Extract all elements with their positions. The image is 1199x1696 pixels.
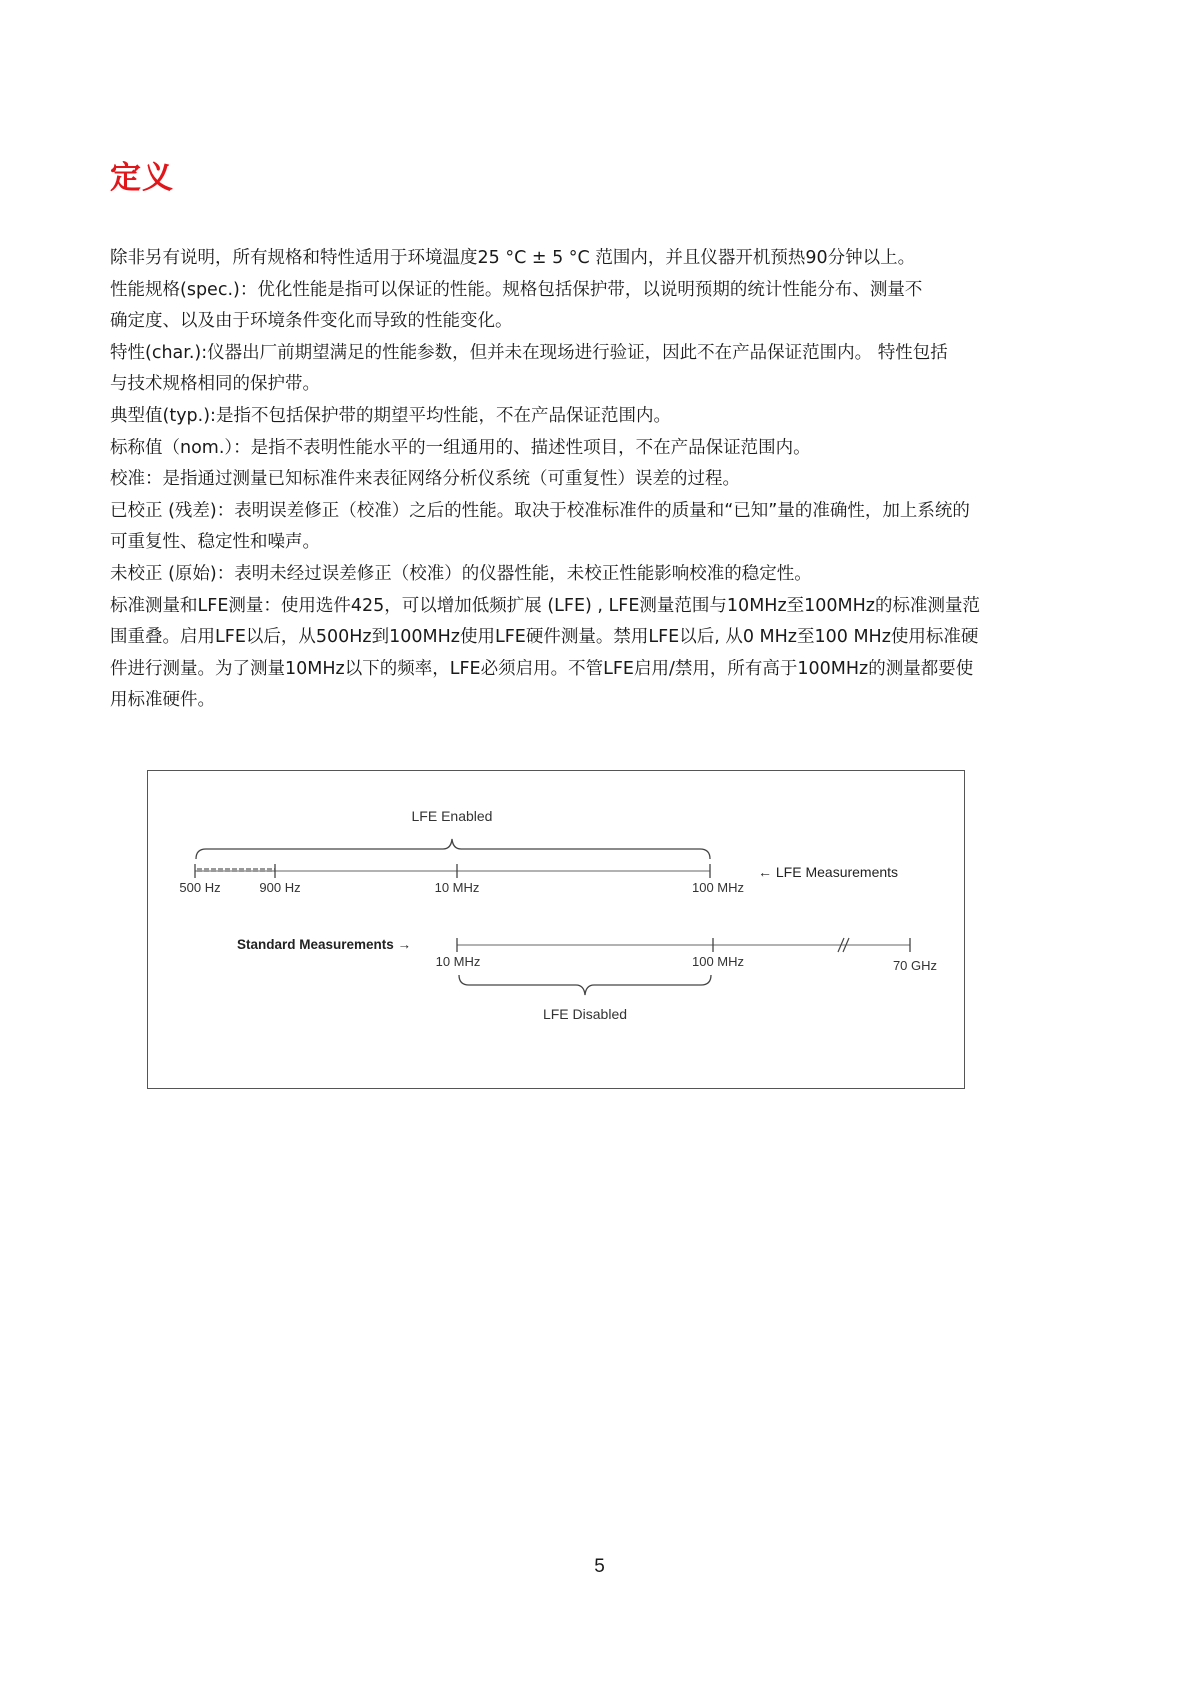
page-title: 定义 xyxy=(110,160,174,196)
lfe-tick-label: 100 MHz xyxy=(691,880,745,895)
standard-tick-label: 100 MHz xyxy=(691,954,745,969)
lfe-enabled-brace xyxy=(196,839,710,859)
paragraph-line: 特性(char.):仪器出厂前期望满足的性能参数，但并未在现场进行验证，因此不在产品保证范围内。 特性包括 xyxy=(110,342,948,363)
paragraph-line: 已校正 (残差)：表明误差修正（校准）之后的性能。取决于校准标准件的质量和“已知”量的准确性，加上系统的 xyxy=(110,500,970,521)
definitions-text xyxy=(110,243,1110,717)
paragraph-line: 性能规格(spec.)：优化性能是指可以保证的性能。规格包括保护带，以说明预期的统计性能分布、测量不 xyxy=(110,279,923,300)
paragraph-line: 典型值(typ.):是指不包括保护带的期望平均性能，不在产品保证范围内。 xyxy=(110,405,671,426)
lfe-measurements-label: ← LFE Measurements xyxy=(758,864,899,880)
paragraph-line: 校准：是指通过测量已知标准件来表征网络分析仪系统（可重复性）误差的过程。 xyxy=(110,469,740,490)
paragraph-line: 围重叠。启用LFE以后，从500Hz到100MHz使用LFE硬件测量。禁用LFE以后, 从0 MHz至100 MHz使用标准硬 xyxy=(110,627,979,648)
standard-tick-label: 10 MHz xyxy=(435,954,481,969)
paragraph-line: 用标准硬件。 xyxy=(110,690,215,711)
page-number: 5 xyxy=(594,1556,605,1577)
paragraph-line: 标准测量和LFE测量：使用选件425，可以增加低频扩展 (LFE) , LFE测量范围与10MHz至100MHz的标准测量范 xyxy=(110,595,980,616)
frequency-range-diagram xyxy=(147,770,965,1089)
lfe-tick-label: 900 Hz xyxy=(259,880,301,895)
paragraph-line: 可重复性、稳定性和噪声。 xyxy=(110,532,320,553)
standard-measurements-label: Standard Measurements → xyxy=(237,937,412,952)
paragraph-line: 确定度、以及由于环境条件变化而导致的性能变化。 xyxy=(110,311,513,332)
paragraph-line: 除非另有说明，所有规格和特性适用于环境温度25 °C ± 5 °C 范围内，并且仪器开机预热90分钟以上。 xyxy=(110,248,916,268)
lfe-enabled-label: LFE Enabled xyxy=(411,808,493,824)
lfe-disabled-label: LFE Disabled xyxy=(542,1006,628,1022)
paragraph-line: 件进行测量。为了测量10MHz以下的频率，LFE必须启用。不管LFE启用/禁用，所有高于100MHz的测量都要使 xyxy=(110,658,974,679)
frequency-range-svg xyxy=(148,771,963,1087)
lfe-tick-label: 500 Hz xyxy=(179,880,221,895)
lfe-disabled-brace xyxy=(459,975,711,995)
paragraph-line: 未校正 (原始)：表明未经过误差修正（校准）的仪器性能，未校正性能影响校准的稳定性。 xyxy=(110,563,812,584)
paragraph-line: 与技术规格相同的保护带。 xyxy=(110,374,320,395)
standard-tick-label: 70 GHz xyxy=(892,958,938,973)
paragraph-line: 标称值（nom.）：是指不表明性能水平的一组通用的、描述性项目，不在产品保证范围内。 xyxy=(110,437,811,458)
lfe-tick-label: 10 MHz xyxy=(434,880,480,895)
